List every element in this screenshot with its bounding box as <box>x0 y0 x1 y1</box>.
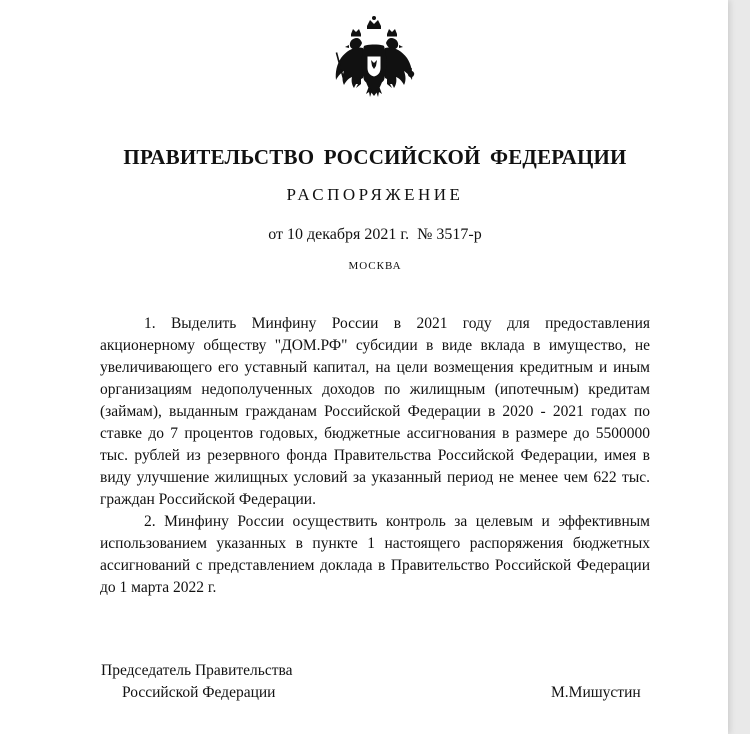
order-body <box>100 313 650 599</box>
russian-coat-of-arms-icon <box>331 12 417 112</box>
date-line <box>0 226 750 244</box>
position-line-1: Председатель Правительства <box>101 662 293 679</box>
position-line-2: Российской Федерации <box>122 684 276 701</box>
signatory-position <box>101 660 293 704</box>
government-title: ПРАВИТЕЛЬСТВО РОССИЙСКОЙ ФЕДЕРАЦИИ <box>123 145 627 169</box>
city: МОСКВА <box>348 260 402 272</box>
paragraph-2: 2. Минфину России осуществить контроль за целевым и эффективным использованием указанных в пункте 1 настоящего распоряжения бюджетных ассигнований с представлением доклада в Правительство Российской Федерации до 1 марта 2022 г. <box>100 513 650 596</box>
document-type: РАСПОРЯЖЕНИЕ <box>286 185 464 204</box>
document-date: от 10 декабря 2021 г. <box>268 226 410 243</box>
paragraph-1: 1. Выделить Минфину России в 2021 году для предоставления акционерному обществу "ДОМ.РФ" субсидии в виде вклада в имущество, не увеличивающего его уставный капитал, на цели возмещения кредитным и иным организациям недополученных доходов по жилищным (ипотечным) кредитам (займам), выданным гражданам Российской Федерации в 2020 - 2021 годах по ставке до 7 процентов годовых, бюджетные ассигнования в размере до 5500000 тыс. рублей из резервного фонда Правительства Российской Федерации, имея в виду улучшение жилищных условий за указанный период не менее чем 622 тыс. граждан Российской Федерации. <box>100 315 650 508</box>
document-number: № 3517-р <box>417 226 482 243</box>
signatory-name: М.Мишустин <box>551 684 641 701</box>
